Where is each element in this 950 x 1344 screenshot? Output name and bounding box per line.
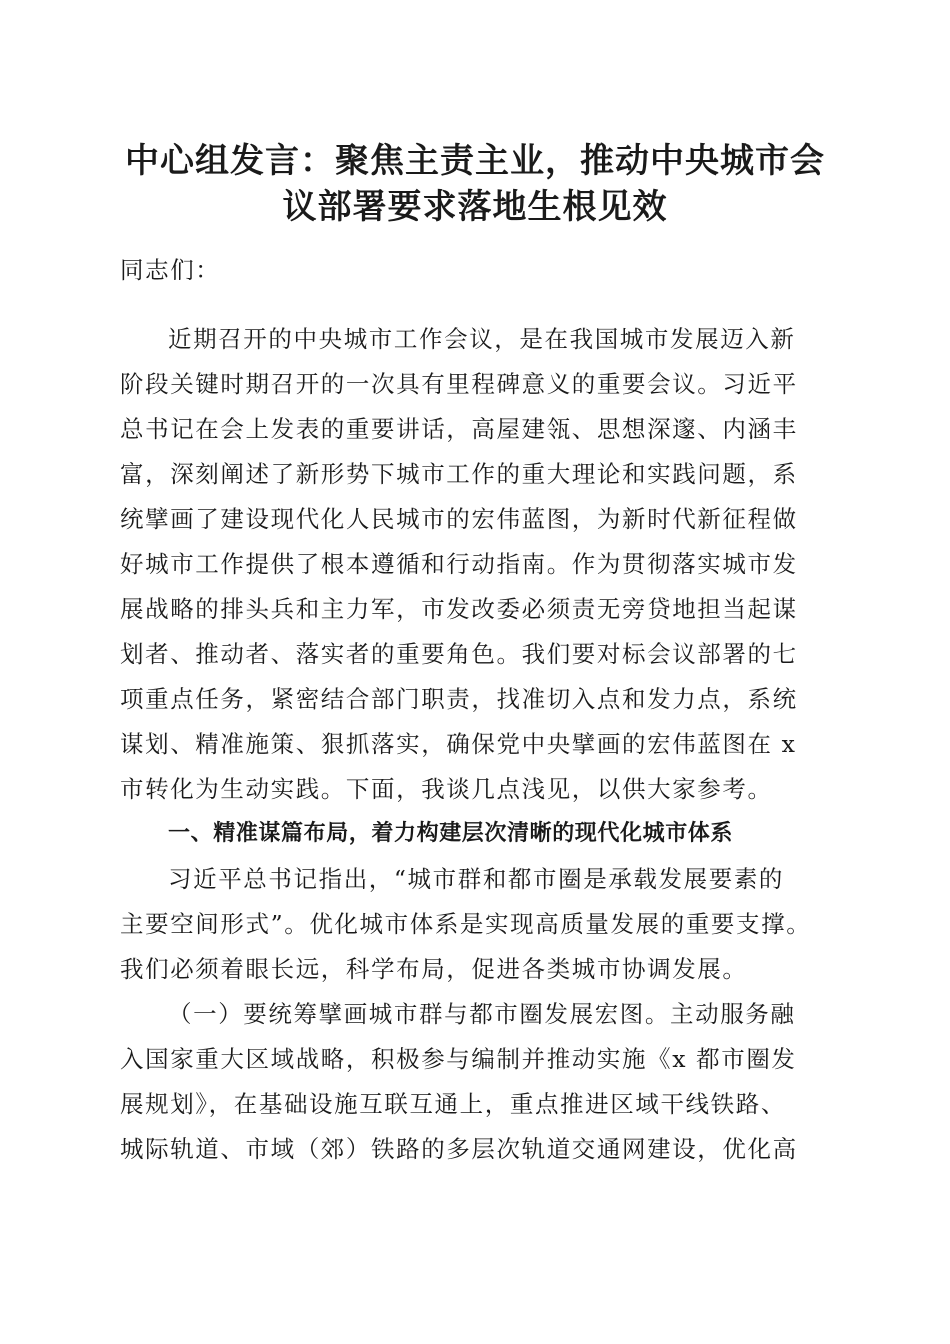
paragraph-line: 项重点任务，紧密结合部门职责，找准切入点和发力点，系统 (120, 685, 798, 713)
paragraph-line: 好城市工作提供了根本遵循和行动指南。作为贯彻落实城市发 (120, 550, 798, 578)
paragraph-line: 展规划》，在基础设施互联互通上，重点推进区域干线铁路、 (120, 1090, 786, 1118)
paragraph-line: 阶段关键时期召开的一次具有里程碑意义的重要会议。习近平 (120, 370, 798, 398)
greeting: 同志们： (120, 256, 221, 284)
section-heading: 一、精准谋篇布局，着力构建层次清晰的现代化城市体系 (168, 821, 734, 846)
paragraph-line: 入国家重大区域战略，积极参与编制并推动实施《x 都市圈发 (120, 1045, 797, 1073)
paragraph-line: 习近平总书记指出，“城市群和都市圈是承载发展要素的 (168, 865, 785, 893)
paragraph-line: 城际轨道、市域（郊）铁路的多层次轨道交通网建设，优化高 (120, 1135, 798, 1163)
paragraph-line: 主要空间形式”。优化城市体系是实现高质量发展的重要支撑。 (120, 910, 812, 938)
paragraph-line: 我们必须着眼长远，科学布局，促进各类城市协调发展。 (120, 955, 748, 983)
paragraph-line: 统擘画了建设现代化人民城市的宏伟蓝图，为新时代新征程做 (120, 505, 798, 533)
document-title-line-1: 中心组发言：聚焦主责主业，推动中央城市会 (125, 141, 825, 181)
paragraph-line: 富，深刻阐述了新形势下城市工作的重大理论和实践问题，系 (120, 460, 798, 488)
document-title-line-2: 议部署要求落地生根见效 (282, 187, 668, 227)
paragraph-line: 近期召开的中央城市工作会议，是在我国城市发展迈入新 (168, 325, 796, 353)
paragraph-line: 展战略的排头兵和主力军，市发改委必须责无旁贷地担当起谋 (120, 595, 798, 623)
paragraph-line: 市转化为生动实践。下面，我谈几点浅见，以供大家参考。 (120, 775, 773, 803)
paragraph-line: 总书记在会上发表的重要讲话，高屋建瓴、思想深邃、内涵丰 (120, 415, 798, 443)
paragraph-line: （一）要统筹擘画城市群与都市圈发展宏图。主动服务融 (168, 1000, 796, 1028)
paragraph-line: 划者、推动者、落实者的重要角色。我们要对标会议部署的七 (120, 640, 798, 668)
paragraph-line: 谋划、精准施策、狠抓落实，确保党中央擘画的宏伟蓝图在 x (120, 730, 797, 758)
